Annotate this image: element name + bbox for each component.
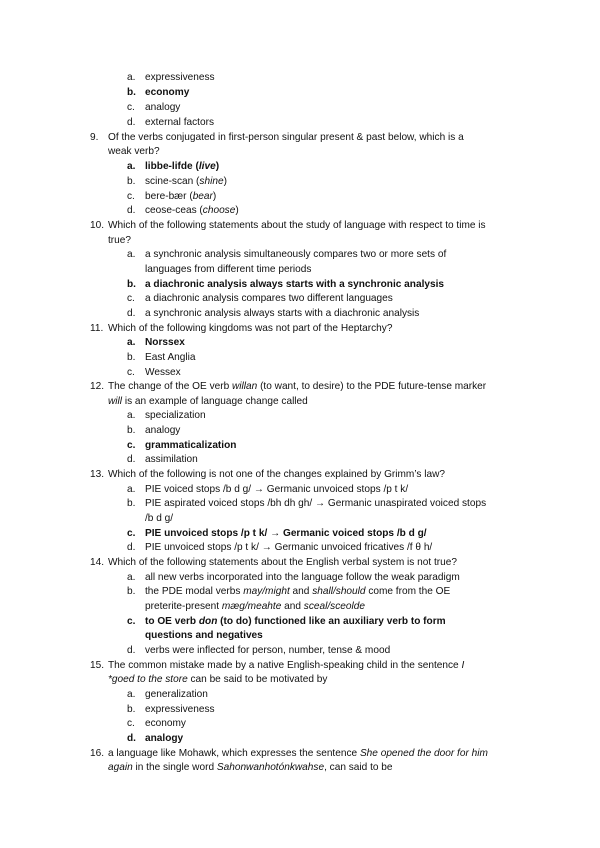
question-number: 15. [90,660,105,671]
option-letter: b. [127,279,136,290]
option-letter: b. [127,87,136,98]
q13-text-line1: Which of the following is not one of the changes explained by Grimm’s law? [108,469,446,480]
q9-option-b: scine-scan (shine) [145,176,227,187]
option-letter: c. [127,191,135,202]
q14-text-line1: Which of the following statements about the English verbal system is not true? [108,557,457,568]
q8-option-b-answer: economy [145,87,190,98]
question-number: 12. [90,381,105,392]
q10-option-d: a synchronic analysis always starts with a diachronic analysis [145,308,420,319]
q12-option-c-answer: grammaticalization [145,440,237,451]
q14-option-c-answer-line1: to OE verb don (to do) functioned like an auxiliary verb to form [145,616,446,627]
option-letter: c. [127,293,135,304]
option-letter: b. [127,586,136,597]
question-number: 14. [90,557,105,568]
q15-text-line2: *goed to the store can be said to be motivated by [108,674,328,685]
q14-option-a: all new verbs incorporated into the language follow the weak paradigm [145,572,460,583]
q15-option-c: economy [145,718,186,729]
option-letter: c. [127,367,135,378]
option-letter: a. [127,410,136,421]
option-letter: d. [127,733,136,744]
question-number: 16. [90,748,105,759]
option-letter: a. [127,572,136,583]
option-letter: a. [127,337,136,348]
option-letter: d. [127,308,136,319]
option-letter: a. [127,484,136,495]
option-letter: b. [127,704,136,715]
option-letter: b. [127,352,136,363]
q9-text-line2: weak verb? [108,146,160,157]
q11-option-a-answer: Norssex [145,337,185,348]
question-number: 9. [90,132,99,143]
option-letter: b. [127,498,136,509]
q16-text-line2: again in the single word Sahonwanhotónkwahse, can said to be [108,762,393,773]
q10-option-a-line1: a synchronic analysis simultaneously compares two or more sets of [145,249,447,260]
option-letter: a. [127,161,136,172]
q10-option-c: a diachronic analysis compares two different languages [145,293,393,304]
q12-text-line2: will is an example of language change called [108,396,308,407]
q14-option-c-answer-line2: questions and negatives [145,630,263,641]
q13-option-a: PIE voiced stops /b d g/ → Germanic unvoiced stops /p t k/ [145,484,409,495]
q13-option-b-line2: /b d g/ [145,513,174,524]
q11-option-b: East Anglia [145,352,196,363]
q16-text-line1: a language like Mohawk, which expresses the sentence She opened the door for him [108,748,488,759]
q13-option-c-answer: PIE unvoiced stops /p t k/ → Germanic voiced stops /b d g/ [145,528,427,539]
q15-option-b: expressiveness [145,704,215,715]
q12-text-line1: The change of the OE verb willan (to want, to desire) to the PDE future-tense marker [108,381,487,392]
option-letter: c. [127,102,135,113]
q11-text-line1: Which of the following kingdoms was not part of the Heptarchy? [108,323,393,334]
q12-option-b: analogy [145,425,181,436]
q12-option-a: specialization [145,410,206,421]
option-letter: d. [127,542,136,553]
option-letter: a. [127,72,136,83]
q15-option-a: generalization [145,689,208,700]
q10-text-line2: true? [108,235,132,246]
q14-option-b-line1: the PDE modal verbs may/might and shall/should come from the OE [145,586,451,597]
q8-option-a: expressiveness [145,72,215,83]
q9-text-line1: Of the verbs conjugated in first-person singular present & past below, which is a [108,132,464,143]
q14-option-b-line2: preterite-present mæg/meahte and sceal/sceolde [145,601,365,612]
q10-option-b-answer: a diachronic analysis always starts with a synchronic analysis [145,279,445,290]
q12-option-d: assimilation [145,454,198,465]
q8-option-d: external factors [145,117,215,128]
option-letter: d. [127,454,136,465]
option-letter: d. [127,117,136,128]
option-letter: a. [127,689,136,700]
q14-option-d: verbs were inflected for person, number, tense & mood [145,645,391,656]
q15-option-d-answer: analogy [145,733,184,744]
option-letter: b. [127,425,136,436]
q9-option-c: bere-bær (bear) [145,191,217,202]
q9-option-d: ceose-ceas (choose) [145,205,239,216]
option-letter: c. [127,616,136,627]
q13-option-b-line1: PIE aspirated voiced stops /bh dh gh/ → Germanic unaspirated voiced stops [145,498,487,509]
option-letter: c. [127,718,135,729]
q13-option-d: PIE unvoiced stops /p t k/ → Germanic unvoiced fricatives /f θ h/ [145,542,433,553]
question-number: 13. [90,469,105,480]
q10-option-a-line2: languages from different time periods [145,264,312,275]
q15-text-line1: The common mistake made by a native English-speaking child in the sentence I [108,660,465,671]
option-letter: a. [127,249,136,260]
option-letter: c. [127,440,136,451]
option-letter: c. [127,528,136,539]
question-number: 10. [90,220,105,231]
q10-text-line1: Which of the following statements about the study of language with respect to time is [108,220,486,231]
q9-option-a-answer: libbe-lifde (live) [145,161,220,172]
question-number: 11. [90,323,104,334]
option-letter: d. [127,205,136,216]
q8-option-c: analogy [145,102,181,113]
option-letter: d. [127,645,136,656]
option-letter: b. [127,176,136,187]
q11-option-c: Wessex [145,367,181,378]
